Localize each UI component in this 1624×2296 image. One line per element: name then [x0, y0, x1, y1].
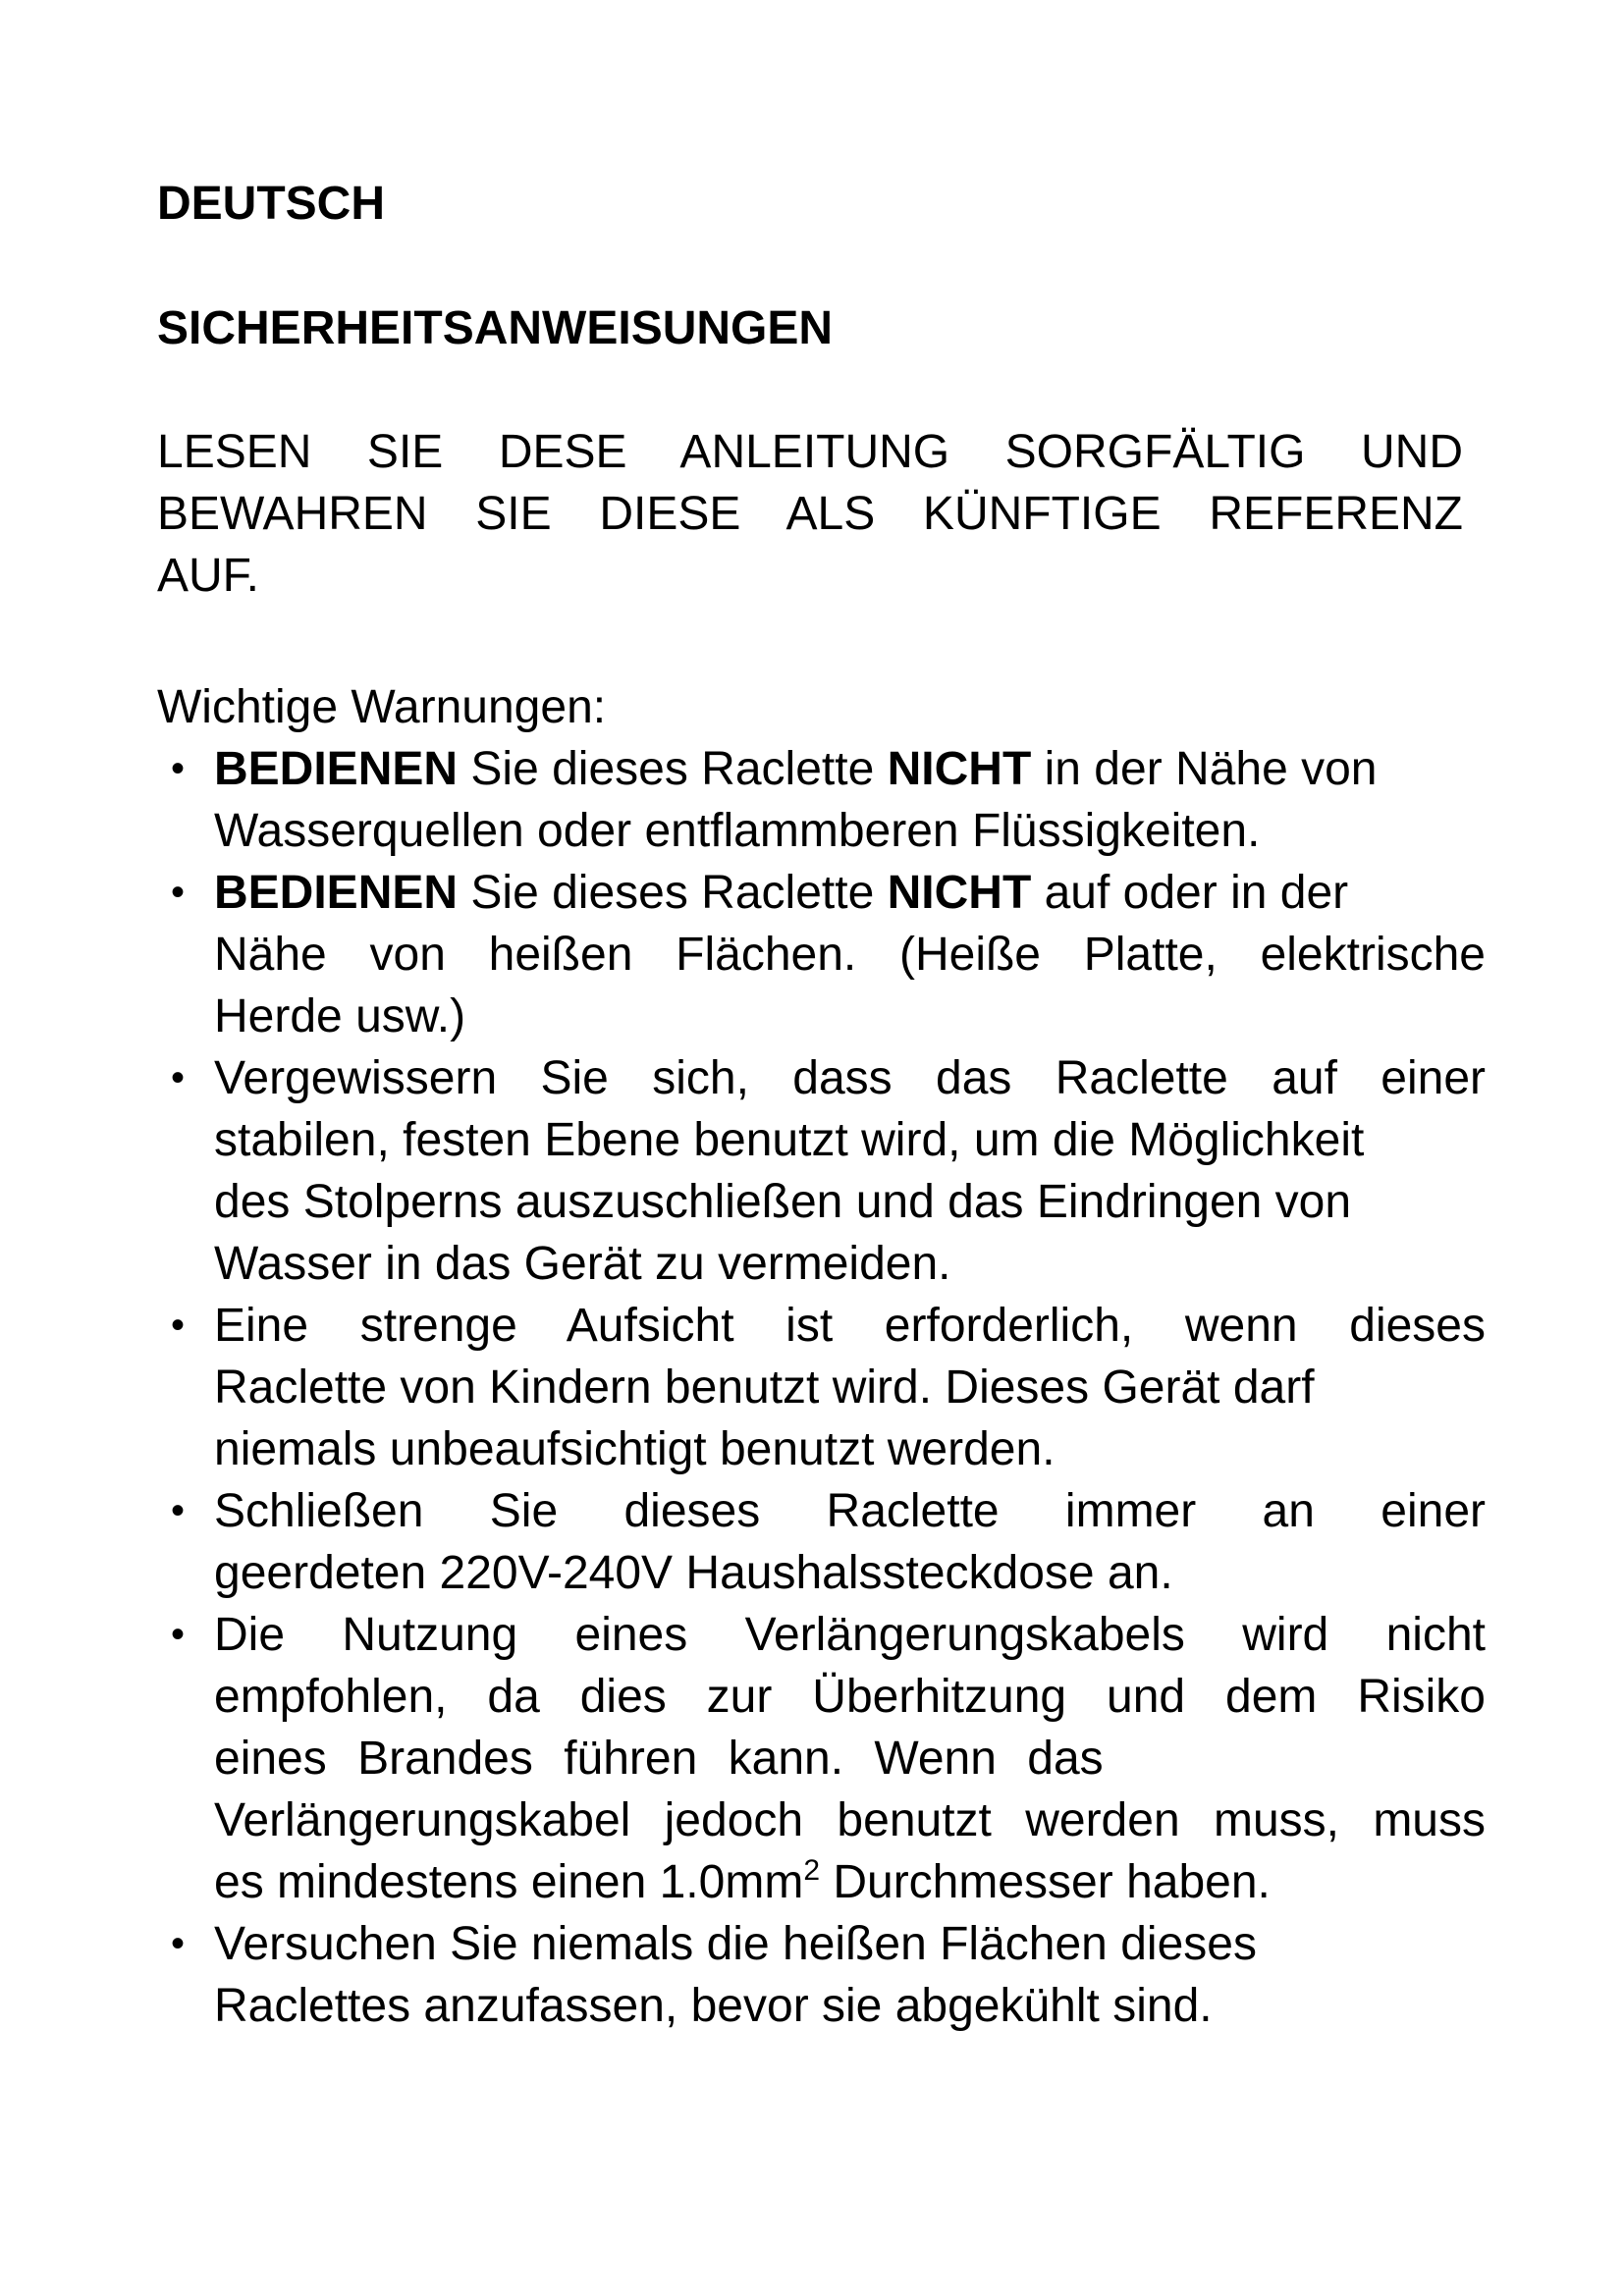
warning-line: Herde usw.) [214, 990, 466, 1042]
warning-line: Raclette von Kindern benutzt wird. Dieses Gerät darf [214, 1362, 1315, 1414]
warning-item [157, 738, 1486, 862]
warning-line: Die Nutzung eines Verlängerungskabels wird nicht [214, 1609, 1486, 1661]
warning-line: des Stolperns auszuschließen und das Eindringen von [214, 1176, 1352, 1228]
bullet-icon: • [170, 1056, 185, 1099]
warning-line: Nähe von heißen Flächen. (Heiße Platte, elektrische [214, 929, 1486, 981]
bullet-icon: • [170, 1922, 185, 1965]
warning-text: Durchmesser haben. [820, 1856, 1271, 1908]
warning-line: niemals unbeaufsichtigt benutzt werden. [214, 1423, 1056, 1475]
warning-line [214, 1851, 1486, 1913]
intro-paragraph [157, 421, 1463, 607]
warning-line: Wasserquellen oder entflammberen Flüssigkeiten. [214, 805, 1261, 857]
warning-text: es mindestens einen 1.0mm [214, 1856, 804, 1908]
warning-item [157, 1047, 1486, 1295]
bullet-icon: • [170, 871, 185, 914]
intro-line: BEWAHREN SIE DIESE ALS KÜNFTIGE REFERENZ [157, 488, 1463, 540]
warning-line: Raclettes anzufassen, bevor sie abgekühlt sind. [214, 1980, 1213, 2032]
warning-line: Vergewissern Sie sich, dass das Raclette auf einer [214, 1052, 1486, 1104]
warning-line [214, 862, 1486, 924]
warning-line: Versuchen Sie niemals die heißen Flächen dieses [214, 1918, 1257, 1970]
intro-line: LESEN SIE DESE ANLEITUNG SORGFÄLTIG UND [157, 426, 1463, 478]
warning-line: geerdeten 220V-240V Haushalssteckdose an. [214, 1547, 1173, 1599]
section-heading: SICHERHEITSANWEISUNGEN [157, 302, 834, 354]
warning-line: empfohlen, da dies zur Überhitzung und dem Risiko [214, 1671, 1486, 1723]
bullet-icon: • [170, 747, 185, 790]
document-page [157, 175, 1486, 2037]
warning-text: in der Nähe von [1031, 743, 1378, 795]
warning-item [157, 862, 1486, 1047]
emphasis-text: BEDIENEN [214, 867, 459, 919]
emphasis-text: BEDIENEN [214, 743, 459, 795]
emphasis-text: NICHT [887, 867, 1032, 919]
warning-item [157, 1604, 1486, 1913]
superscript-text: 2 [803, 1854, 820, 1887]
warning-line: Schließen Sie dieses Raclette immer an einer [214, 1485, 1486, 1537]
warning-line: eines Brandes führen kann. Wenn das [214, 1733, 1104, 1785]
warning-text: Sie dieses Raclette [458, 743, 888, 795]
emphasis-text: NICHT [887, 743, 1032, 795]
bullet-icon: • [170, 1489, 185, 1532]
warnings-list [157, 738, 1486, 2037]
bullet-icon: • [170, 1613, 185, 1656]
language-heading: DEUTSCH [157, 178, 386, 230]
warning-item [157, 1295, 1486, 1480]
warning-line: stabilen, festen Ebene benutzt wird, um die Möglichkeit [214, 1114, 1365, 1166]
warning-line: Eine strenge Aufsicht ist erforderlich, wenn dieses [214, 1300, 1486, 1352]
warning-line: Verlängerungskabel jedoch benutzt werden muss, muss [214, 1794, 1486, 1846]
warning-item [157, 1913, 1486, 2037]
intro-line: AUF. [157, 550, 260, 602]
bullet-icon: • [170, 1304, 185, 1347]
warning-item [157, 1480, 1486, 1604]
warning-text: Sie dieses Raclette [458, 867, 888, 919]
warning-line: Wasser in das Gerät zu vermeiden. [214, 1238, 951, 1290]
warning-line [214, 738, 1486, 800]
warnings-title: Wichtige Warnungen: [157, 681, 607, 733]
warning-text: auf oder in der [1031, 867, 1349, 919]
